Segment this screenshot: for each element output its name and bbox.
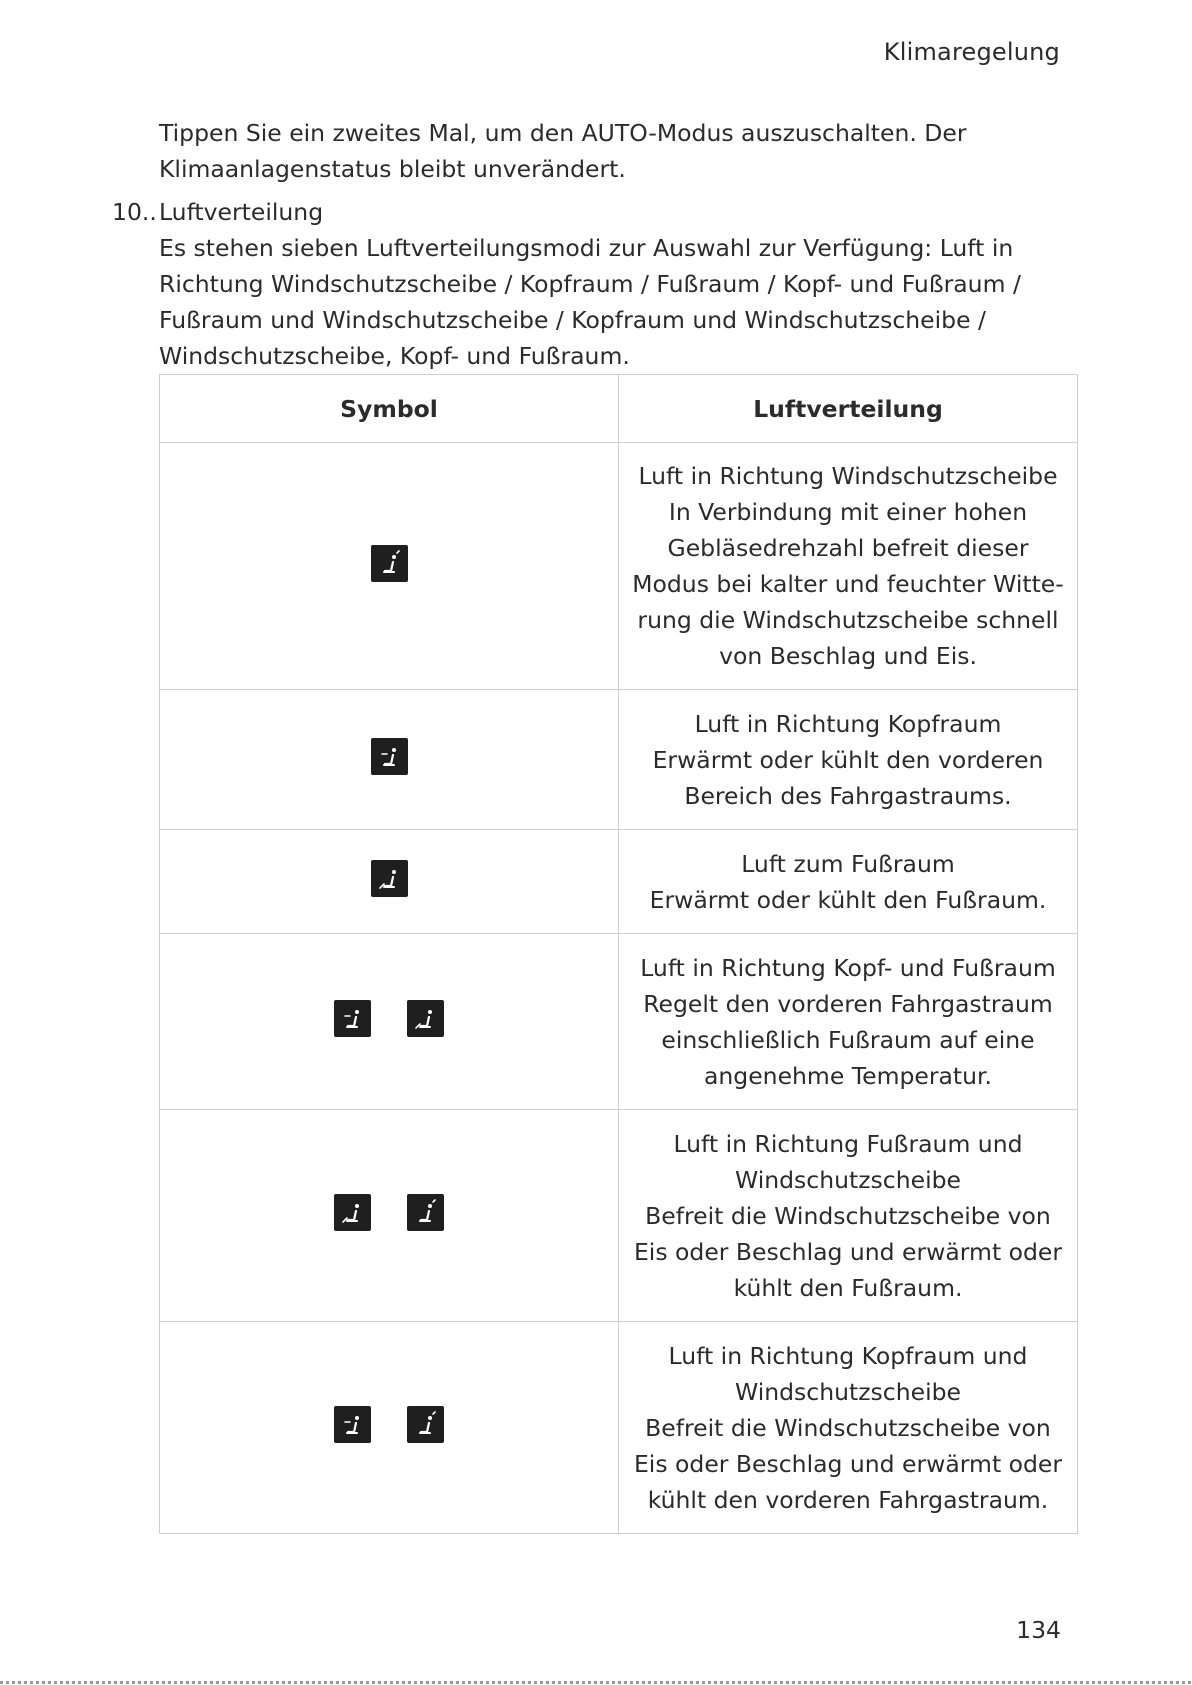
symbol-icons (334, 1000, 444, 1037)
table-row (160, 443, 1078, 690)
seat-windshield-icon (407, 1406, 444, 1443)
table-row (160, 1322, 1078, 1534)
page-header-title: Klimaregelung (883, 38, 1060, 66)
symbol-cell (160, 1110, 619, 1322)
seat-foot-icon (407, 1000, 444, 1037)
table-row (160, 690, 1078, 830)
air-distribution-table (159, 374, 1078, 1534)
symbol-icons (371, 860, 408, 897)
mode-title: Luft in Richtung Kopf- und Fußraum (640, 953, 1056, 982)
description-line: Gebläsedrehzahl befreit dieser (667, 534, 1029, 562)
description-line: Modus bei kalter und feuchter Witte- (632, 570, 1064, 598)
symbol-icons (371, 738, 408, 775)
symbol-cell (160, 690, 619, 830)
symbol-cell (160, 443, 619, 690)
symbol-icons (334, 1406, 444, 1443)
description-line: Eis oder Beschlag und erwärmt oder (633, 1449, 1063, 1478)
description-line: einschließlich Fußraum auf eine (661, 1025, 1035, 1054)
seat-head-icon (334, 1000, 371, 1037)
seat-head-icon (371, 738, 408, 775)
symbol-cell (160, 830, 619, 934)
mode-title: Luft in Richtung Fußraum und (673, 1129, 1023, 1158)
table-body (160, 443, 1078, 1534)
description-line: Eis oder Beschlag und erwärmt oder (633, 1237, 1063, 1266)
mode-title: Luft in Richtung Windschutzscheibe (638, 462, 1058, 490)
description-line: von Beschlag und Eis. (719, 642, 977, 670)
symbol-cell (160, 934, 619, 1110)
table-header-row (160, 375, 1078, 443)
table-row (160, 830, 1078, 934)
description-line: kühlt den Fußraum. (733, 1273, 963, 1302)
list-item-number: 10.. (112, 198, 157, 226)
description-cell (619, 830, 1078, 934)
column-header-distribution: Luftverteilung (619, 375, 1078, 443)
table-row (160, 934, 1078, 1110)
description-line: In Verbindung mit einer hohen (668, 498, 1028, 526)
list-item-10 (159, 194, 1059, 374)
description-line: Befreit die Windschutzscheibe von (645, 1201, 1051, 1230)
description-line: rung die Windschutzscheibe schnell (637, 606, 1059, 634)
list-item-title: Luftverteilung (159, 198, 324, 226)
description-cell (619, 1110, 1078, 1322)
seat-foot-icon (334, 1194, 371, 1231)
symbol-cell (160, 1322, 619, 1534)
seat-windshield-icon (407, 1194, 444, 1231)
description-line: Windschutzscheibe (735, 1377, 961, 1406)
mode-title: Luft zum Fußraum (741, 849, 955, 878)
symbol-icons (334, 1194, 444, 1231)
scan-edge-line (0, 1681, 1192, 1684)
seat-head-icon (334, 1406, 371, 1443)
intro-paragraph: Tippen Sie ein zweites Mal, um den AUTO-Modus auszuschalten. Der Klimaanlagenstatus bleibt unverändert. (159, 119, 967, 183)
description-cell (619, 690, 1078, 830)
list-item-text: Es stehen sieben Luftverteilungsmodi zur Auswahl zur Verfügung: Luft in Richtung Windschutzscheibe / Kopfraum / Fußraum / Kopf- und Fußraum / Fußraum und Windschutzscheibe / Kopfraum und Windschutzscheibe / Windschutzscheibe, Kopf- und Fußraum. (159, 234, 1021, 370)
description-line: Regelt den vorderen Fahrgastraum (643, 989, 1053, 1018)
symbol-icons (371, 545, 408, 582)
description-cell (619, 1322, 1078, 1534)
column-header-symbol: Symbol (160, 375, 619, 443)
description-line: Erwärmt oder kühlt den vorderen (652, 745, 1044, 774)
description-line: Befreit die Windschutzscheibe von (645, 1413, 1051, 1442)
description-line: angenehme Temperatur. (704, 1061, 992, 1090)
description-line: Bereich des Fahrgastraums. (684, 781, 1012, 810)
description-line: Windschutzscheibe (735, 1165, 961, 1194)
mode-title: Luft in Richtung Kopfraum (694, 709, 1002, 738)
description-line: Erwärmt oder kühlt den Fußraum. (649, 885, 1047, 914)
description-cell (619, 443, 1078, 690)
page-number: 134 (1016, 1616, 1061, 1644)
mode-title: Luft in Richtung Kopfraum und (668, 1341, 1028, 1370)
table-row (160, 1110, 1078, 1322)
seat-windshield-icon (371, 545, 408, 582)
seat-foot-icon (371, 860, 408, 897)
description-line: kühlt den vorderen Fahrgastraum. (647, 1485, 1049, 1514)
description-cell (619, 934, 1078, 1110)
